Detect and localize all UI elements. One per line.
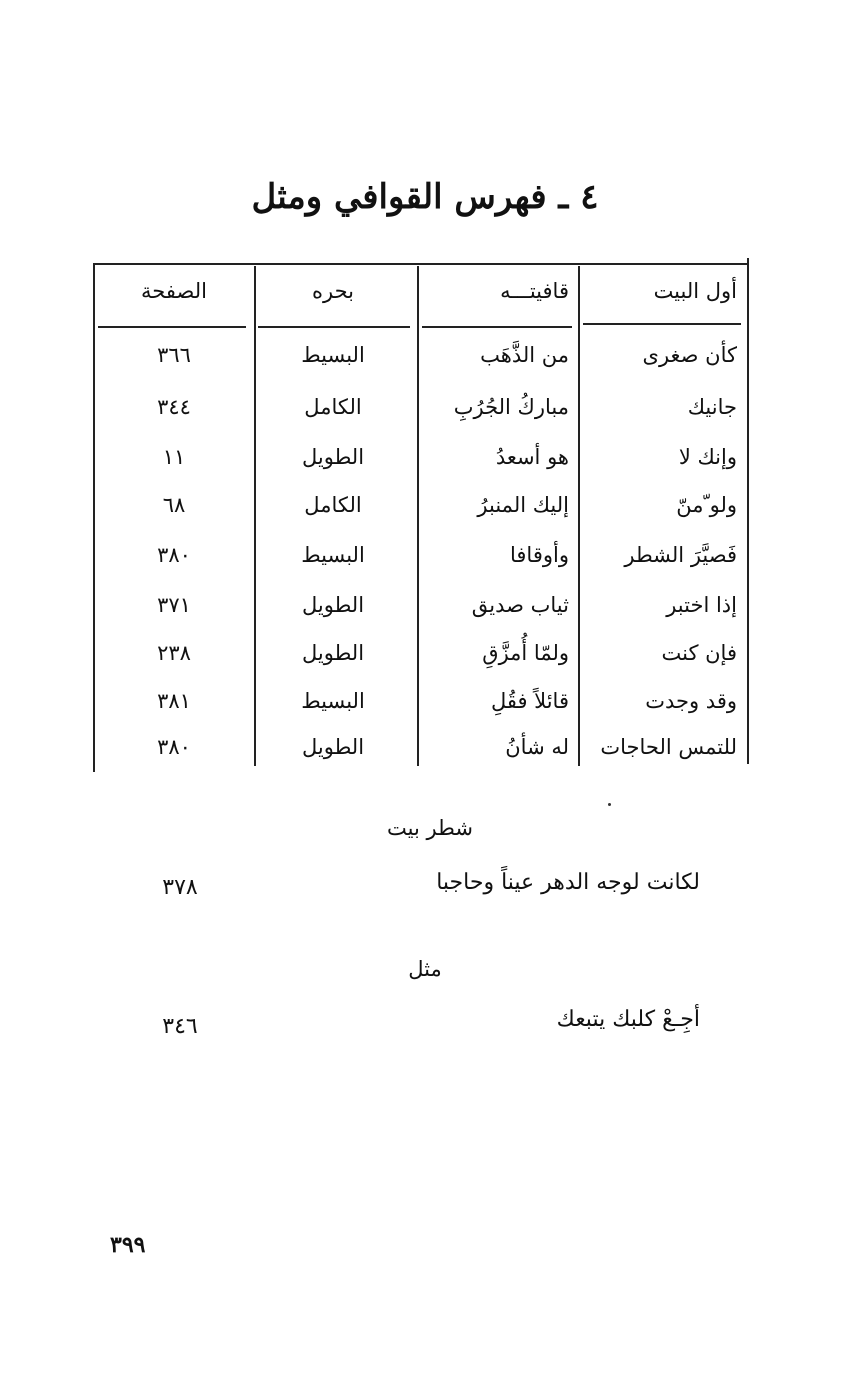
cell-page: ٣٨٠	[157, 735, 191, 759]
header-rule	[258, 326, 410, 328]
cell-rhyme: هو أسعدُ	[495, 445, 569, 469]
cell-rhyme: من الذَّهَب	[480, 343, 569, 367]
cell-first-words: كأن صغرى	[642, 343, 737, 367]
header-rule	[98, 326, 246, 328]
cell-page: ١١	[162, 445, 186, 469]
column-divider	[417, 266, 419, 766]
page-title: ٤ ـ فهرس القوافي ومثل	[251, 177, 599, 217]
cell-rhyme: ثياب صديق	[471, 593, 569, 617]
cell-page: ٣٦٦	[157, 343, 191, 367]
cell-meter: البسيط	[301, 343, 365, 367]
cell-page: ٦٨	[162, 493, 186, 517]
table-top-rule	[93, 263, 749, 265]
cell-rhyme: مباركُ الجُرُبِ	[453, 395, 569, 419]
proverb-heading: مثل	[408, 957, 442, 981]
cell-meter: البسيط	[301, 689, 365, 713]
cell-page: ٢٣٨	[157, 641, 191, 665]
cell-meter: الطويل	[301, 445, 365, 469]
cell-page: ٣٧١	[157, 593, 191, 617]
cell-page: ٣٨٠	[157, 543, 191, 567]
header-meter: بحره	[312, 279, 354, 303]
header-rhyme: قافيتـــه	[500, 279, 569, 303]
page-number: ٣٩٩	[110, 1232, 146, 1258]
cell-meter: الطويل	[301, 735, 365, 759]
cell-rhyme: له شأنُ	[505, 735, 569, 759]
cell-first-words: جانيك	[687, 395, 737, 419]
cell-rhyme: قائلاً فقُلِ	[490, 689, 569, 713]
column-divider	[254, 266, 256, 766]
cell-meter: الكامل	[304, 395, 362, 419]
cell-first-words: فَصيَّرَ الشطر	[624, 543, 737, 567]
table-border-right	[747, 258, 749, 764]
cell-first-words: إذا اختبر	[666, 593, 737, 617]
column-divider	[578, 266, 580, 766]
proverb-page: ٣٤٦	[162, 1014, 198, 1039]
cell-rhyme: ولمّا أُمزَّقِ	[482, 641, 569, 665]
cell-rhyme: وأوقافا	[510, 543, 569, 567]
header-first-words: أول البيت	[653, 279, 737, 303]
half-verse-page: ٣٧٨	[162, 875, 198, 900]
half-verse-heading: شطر بيت	[387, 816, 473, 840]
cell-first-words: وإنك لا	[678, 445, 737, 469]
proverb-text: أجِـعْ كلبك يتبعك	[556, 1007, 700, 1032]
cell-meter: الطويل	[301, 641, 365, 665]
cell-meter: الكامل	[304, 493, 362, 517]
cell-first-words: للتمس الحاجات	[600, 735, 737, 759]
cell-meter: الطويل	[301, 593, 365, 617]
cell-page: ٣٤٤	[157, 395, 191, 419]
cell-first-words: ولو ّمنّ	[676, 493, 737, 517]
header-rule	[583, 323, 741, 325]
half-verse-text: لكانت لوجه الدهر عيناً وحاجبا	[436, 870, 700, 895]
cell-first-words: وقد وجدت	[645, 689, 737, 713]
cell-rhyme: إليك المنبرُ	[477, 493, 569, 517]
ink-speck	[608, 803, 611, 806]
cell-meter: البسيط	[301, 543, 365, 567]
header-page: الصفحة	[141, 279, 207, 303]
table-border-left	[93, 264, 95, 772]
header-rule	[422, 326, 572, 328]
cell-first-words: فإن كنت	[661, 641, 737, 665]
cell-page: ٣٨١	[157, 689, 191, 713]
